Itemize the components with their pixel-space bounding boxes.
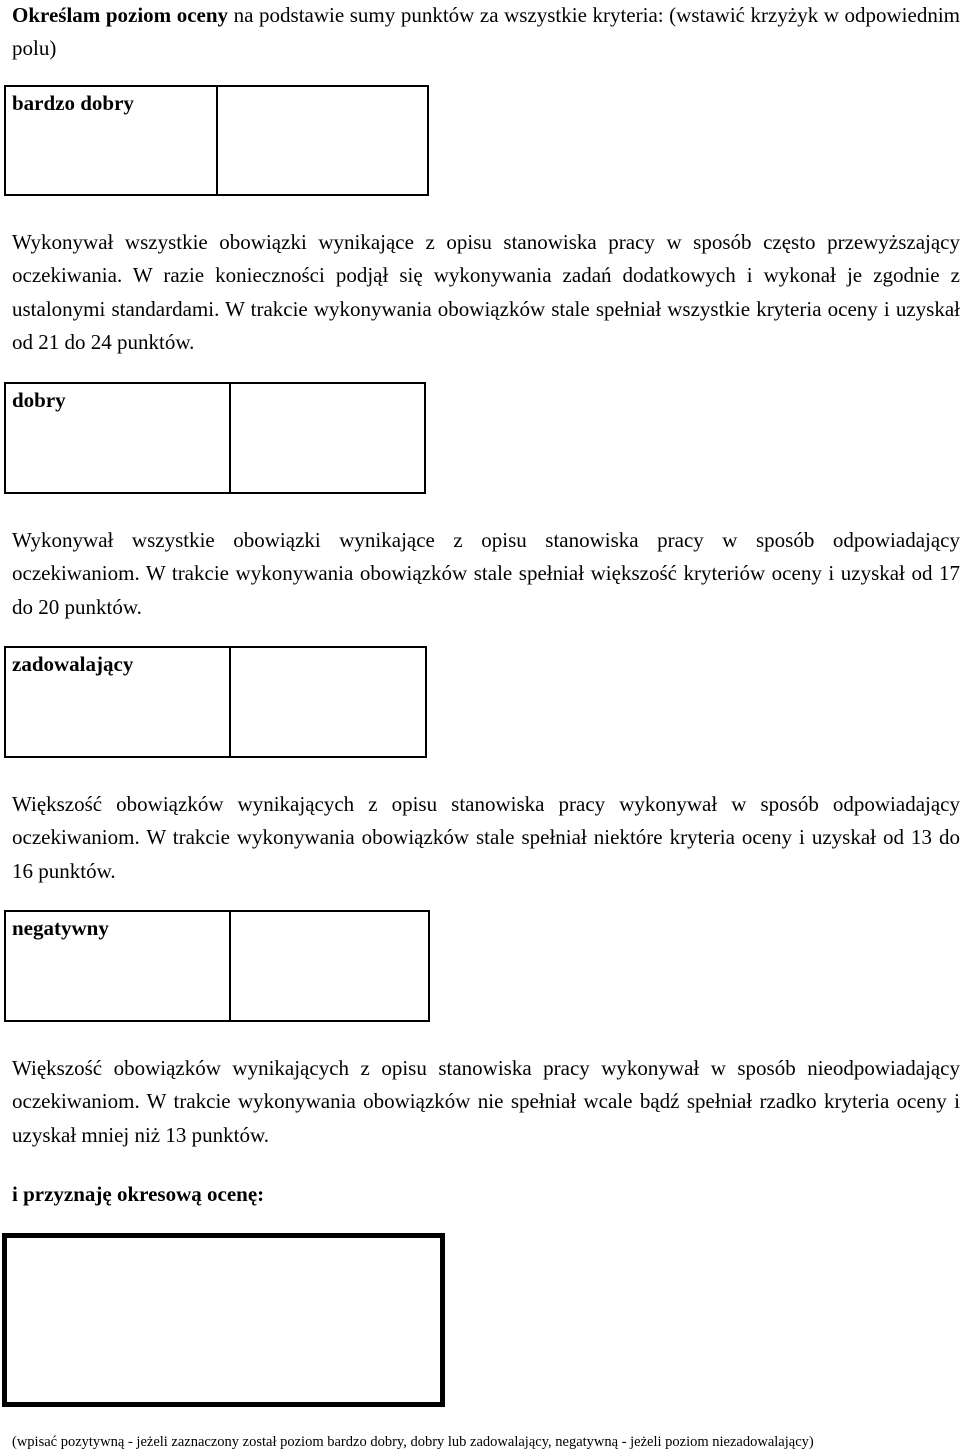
level-description-dobry: Wykonywał wszystkie obowiązki wynikające z opisu stanowiska pracy w sposób odpowiadający oczekiwaniom. W trakcie wykonywania obowiązków stale spełniał większość kryteriów oceny i uzyskał od 17 do 20 punktów. <box>12 528 960 619</box>
level-description-bardzo-dobry: Wykonywał wszystkie obowiązki wynikające z opisu stanowiska pracy w sposób często przewyższający oczekiwania. W razie konieczności podjął się wykonywania zadań dodatkowych i wykonał je zgodnie z ustalonymi standardami. W trakcie wykonywania obowiązków stale spełniał wszystkie kryteria oceny i uzyskał od 21 do 24 punktów. <box>12 230 960 354</box>
level-box-zadowalajacy <box>4 646 231 758</box>
footnote: (wpisać pozytywną - jeżeli zaznaczony został poziom bardzo dobry, dobry lub zadowalający, negatywną - jeżeli poziom niezadowalający) <box>12 1434 814 1450</box>
level-label-negatywny: negatywny <box>12 916 109 940</box>
level-description-negatywny: Większość obowiązków wynikających z opisu stanowiska pracy wykonywał w sposób nieodpowiadający oczekiwaniom. W trakcie wykonywania obowiązków nie spełniał wcale bądź spełniał rzadko kryteria oceny i uzyskał mniej niż 13 punktów. <box>12 1056 960 1147</box>
level-box-negatywny <box>4 910 231 1022</box>
checkbox-zadowalajacy[interactable] <box>229 646 427 758</box>
level-label-zadowalajacy: zadowalający <box>12 652 134 676</box>
level-label-bardzo-dobry: bardzo dobry <box>12 91 134 115</box>
final-grade-heading: i przyznaję okresową ocenę: <box>12 1182 265 1206</box>
final-grade-box[interactable] <box>2 1233 445 1407</box>
checkbox-negatywny[interactable] <box>229 910 430 1022</box>
checkbox-bardzo-dobry[interactable] <box>216 85 429 196</box>
level-description-zadowalajacy: Większość obowiązków wynikających z opisu stanowiska pracy wykonywał w sposób odpowiadający oczekiwaniom. W trakcie wykonywania obowiązków stale spełniał niektóre kryteria oceny i uzyskał od 13 do 16 punktów. <box>12 792 960 883</box>
checkbox-dobry[interactable] <box>229 382 426 494</box>
level-box-bardzo-dobry <box>4 85 218 196</box>
intro-paragraph <box>12 0 960 66</box>
intro-text: na podstawie sumy punktów za wszystkie kryteria: (wstawić krzyżyk w odpowiednim polu) <box>12 3 960 61</box>
level-label-dobry: dobry <box>12 388 66 412</box>
intro-bold: Określam poziom oceny <box>12 3 229 27</box>
level-box-dobry <box>4 382 231 494</box>
